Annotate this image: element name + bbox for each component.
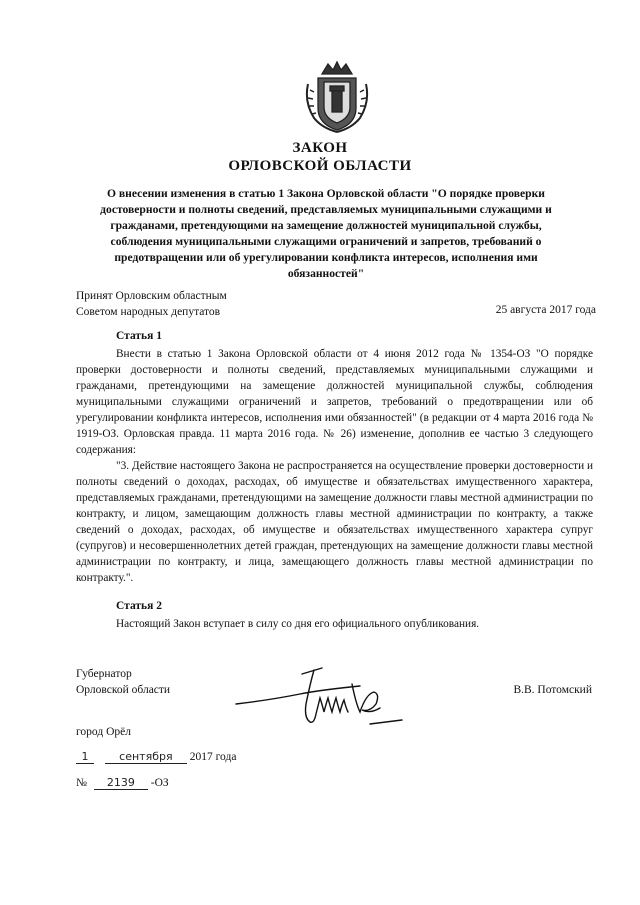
article-2-body bbox=[76, 616, 593, 632]
law-number bbox=[76, 776, 169, 790]
article-2-heading: Статья 2 bbox=[116, 600, 162, 612]
law-subtitle: О внесении изменения в статью 1 Закона Орловской области "О порядке проверки достоверности и полноты сведений, представляемых муниципальными служащими и гражданами, претендующими на замещение должностей муниципальной службы, соблюдения муниципальными служащими ограничений и запретов, требований о предотвращении или об урегулировании конфликта интересов, исполнения ими обязанностей" bbox=[100, 187, 552, 280]
signing-day: 1 bbox=[76, 750, 94, 764]
governor-title bbox=[76, 666, 170, 698]
adopted-line-2: Советом народных депутатов bbox=[76, 306, 221, 318]
governor-line-2: Орловской области bbox=[76, 684, 171, 696]
handwritten-signature bbox=[230, 664, 410, 736]
governor-name: В.В. Потомский bbox=[513, 684, 592, 696]
article-1-heading: Статья 1 bbox=[116, 330, 162, 342]
governor-line-1: Губернатор bbox=[76, 668, 132, 680]
law-number-suffix: -ОЗ bbox=[150, 777, 169, 789]
coat-of-arms-emblem bbox=[302, 60, 372, 134]
signing-month: сентября bbox=[105, 750, 187, 764]
number-sign: № bbox=[76, 777, 87, 789]
signing-date bbox=[76, 750, 236, 764]
adopted-by-block bbox=[76, 288, 227, 320]
article-1-body bbox=[76, 346, 593, 586]
law-title: ЗАКОН bbox=[292, 140, 348, 156]
city-of-signing: город Орёл bbox=[76, 726, 131, 738]
law-region-title: ОРЛОВСКОЙ ОБЛАСТИ bbox=[228, 158, 412, 174]
article-2-paragraph-1: Настоящий Закон вступает в силу со дня его официального опубликования. bbox=[116, 618, 480, 630]
article-1-paragraph-1: Внести в статью 1 Закона Орловской области от 4 июня 2012 года № 1354-ОЗ "О порядке проверки достоверности и полноты сведений, представляемых муниципальными служащими и гражданами, претендующими на замещение должностей муниципальной службы, соблюдения муниципальными служащими ограничений и запретов, требований о предотвращении или об урегулировании конфликта интересов, исполнения ими обязанностей" (в редакции от 4 марта 2016 года № 1919-ОЗ. Орловская правда. 11 марта 2016 года. № 26) изменение, дополнив ее частью 3 следующего содержания: bbox=[76, 348, 593, 456]
article-1-paragraph-2: "3. Действие настоящего Закона не распространяется на осуществление проверки достоверности и полноты сведений о доходах, расходах, об имуществе и обязательствах имущественного характера, представляемых гражданами, претендующими на замещение должности главы местной администрации по контракту, и лицом, замещающим должность главы местной администрации по контракту, а также сведений о доходах, расходах, об имуществе и обязательствах имущественного характера супруг (супругов) и несовершеннолетних детей граждан, претендующих на замещение должности главы местной администрации по контракту, и лица, замещающего должность главы местной администрации по контракту.". bbox=[76, 460, 594, 584]
adopted-date: 25 августа 2017 года bbox=[495, 304, 596, 316]
adopted-line-1: Принят Орловским областным bbox=[76, 290, 227, 302]
law-number-value: 2139 bbox=[94, 776, 148, 790]
signing-year: 2017 года bbox=[189, 751, 237, 763]
